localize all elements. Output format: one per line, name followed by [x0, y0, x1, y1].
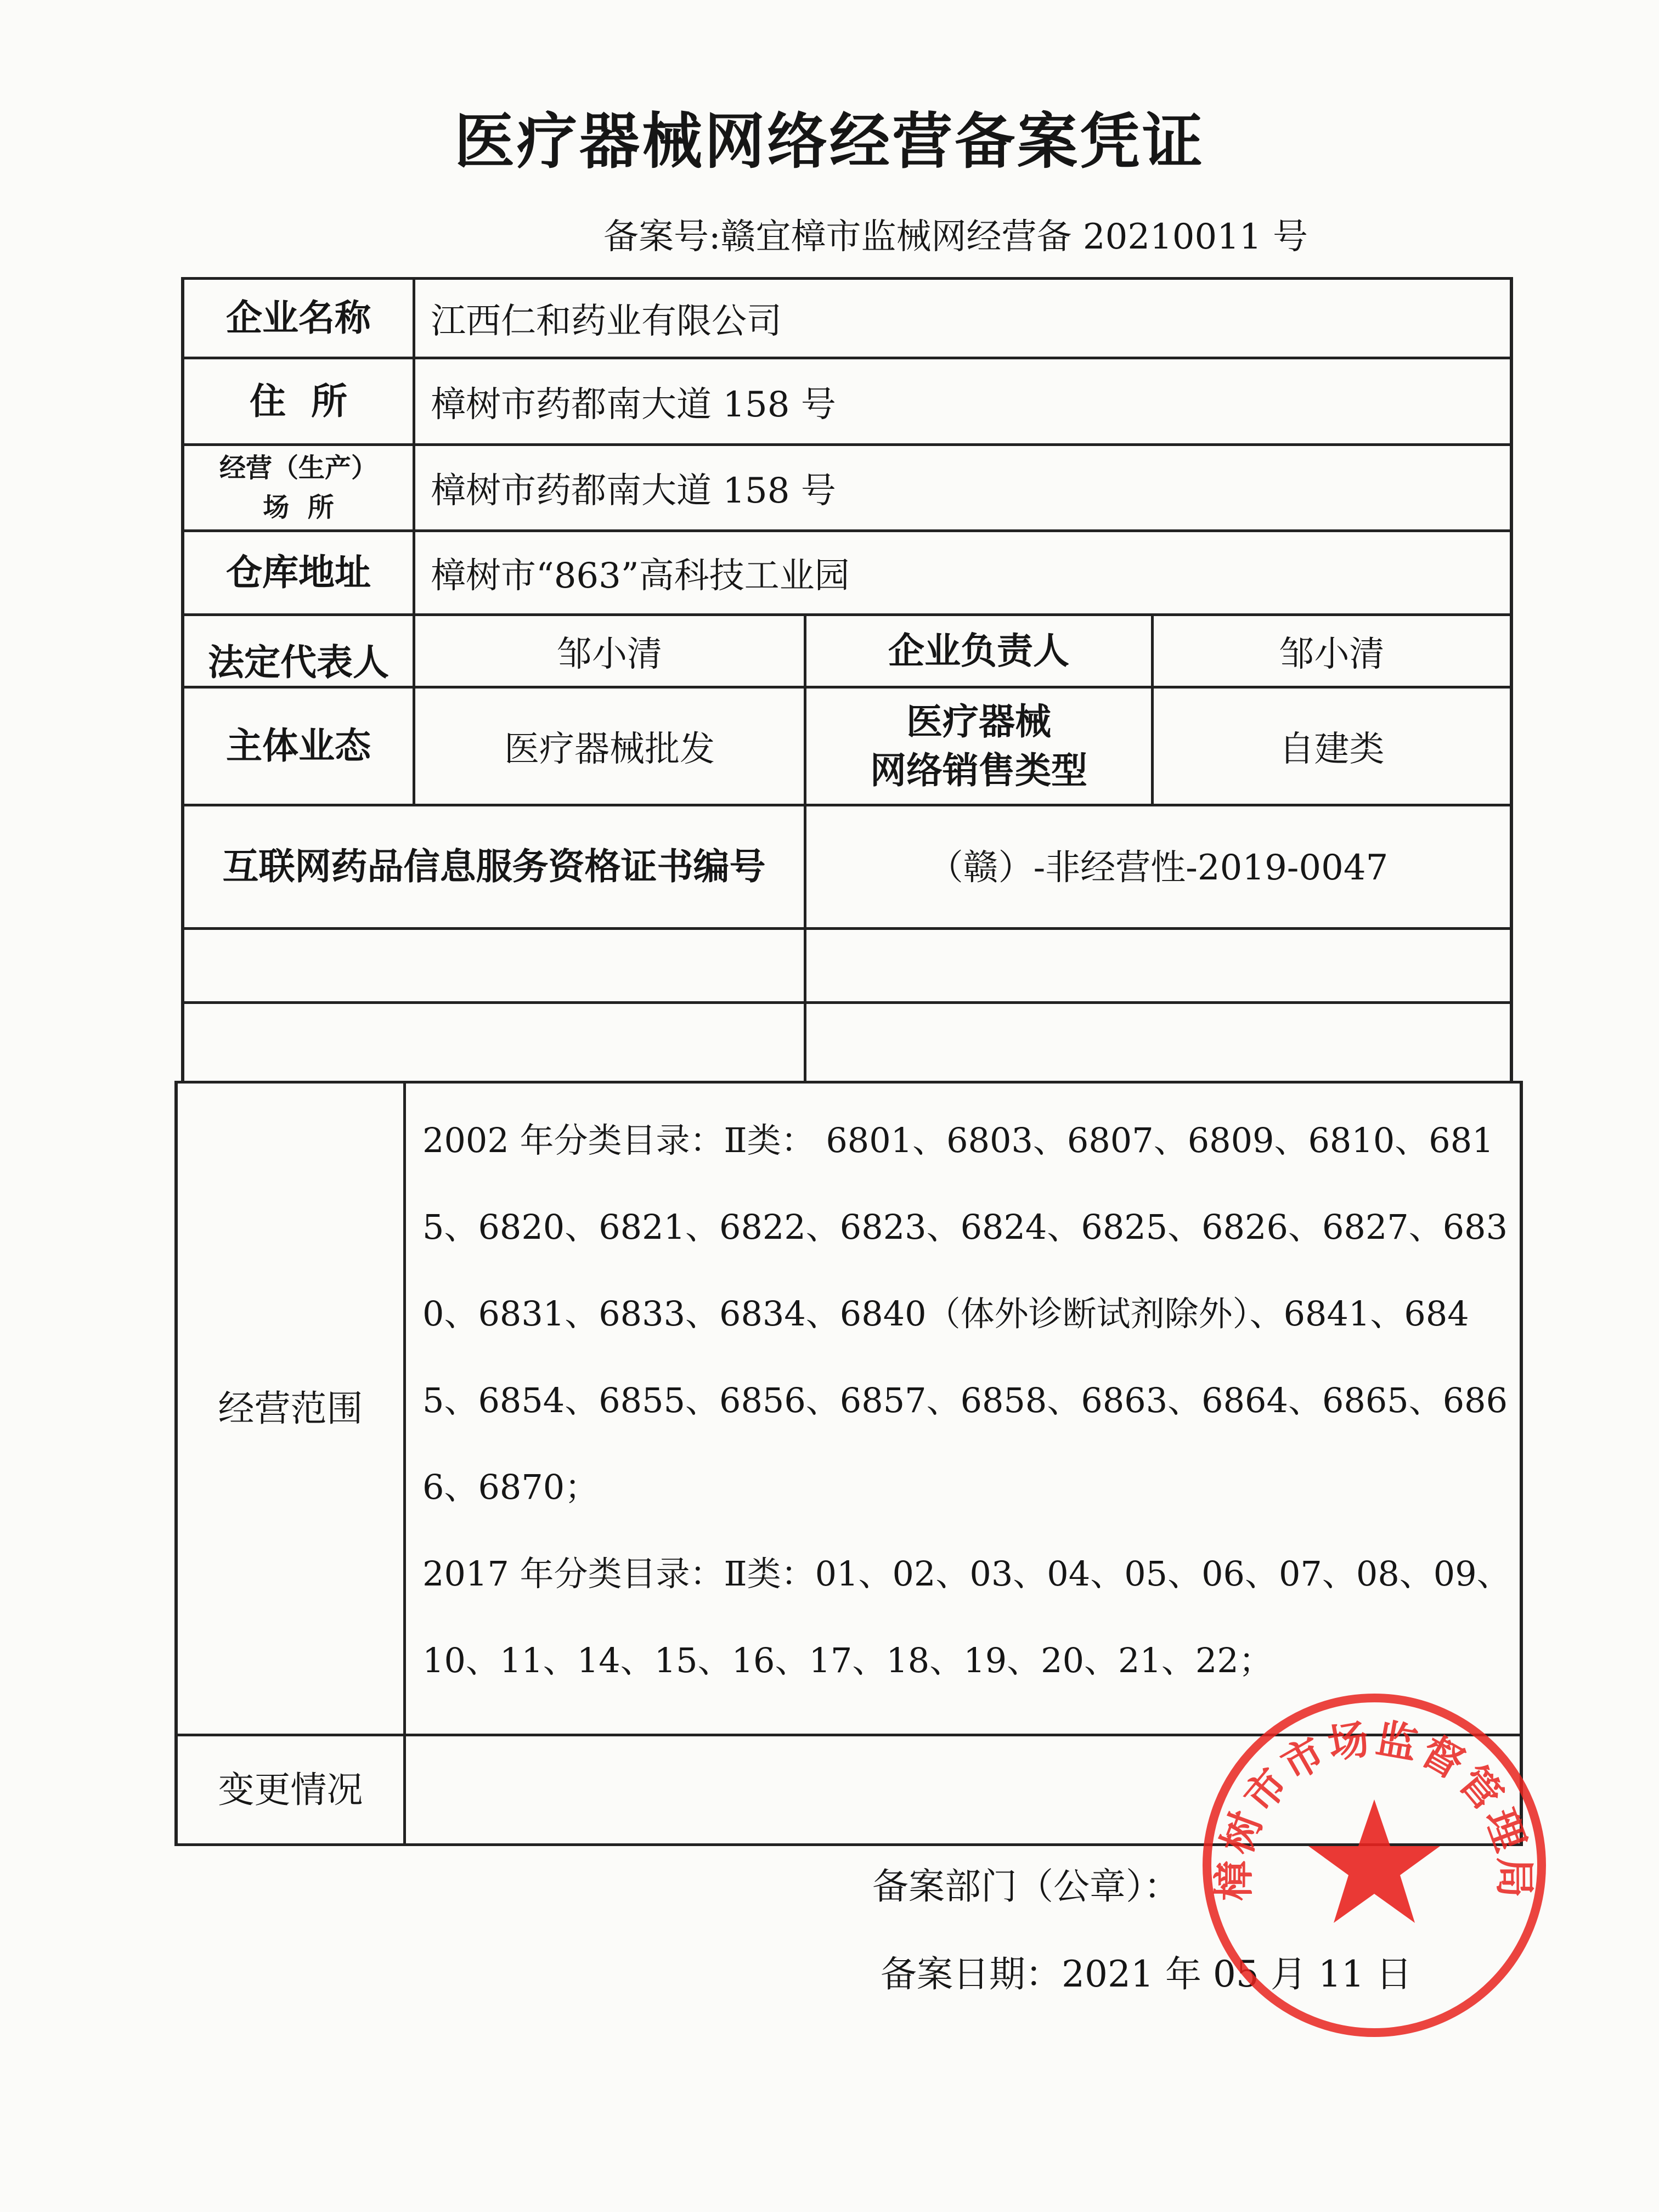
filing-date: 备案日期：2021 年 05 月 11 日 [881, 1953, 1412, 1995]
responsible-person-label: 企业负责人 [888, 629, 1069, 672]
internet-cert-value: （赣）-非经营性-2019-0047 [928, 848, 1389, 888]
legal-rep-value: 邹小清 [557, 634, 662, 675]
sales-type-label-line2: 网络销售类型 [870, 749, 1087, 792]
business-form-value: 医疗器械批发 [504, 729, 715, 770]
business-premises-label-line2: 场 所 [263, 492, 334, 523]
legal-rep-label: 法定代表人 [208, 641, 389, 684]
warehouse-value: 樟树市“863”高科技工业园 [431, 556, 850, 596]
filing-department: 备案部门（公章）： [872, 1865, 1180, 1908]
company-name-label: 企业名称 [226, 297, 371, 340]
sales-type-label-line1: 医疗器械 [906, 700, 1051, 743]
business-premises-label [184, 446, 413, 529]
star-icon [1308, 1799, 1440, 1923]
business-form-label: 主体业态 [226, 725, 371, 768]
sales-type-value: 自建类 [1279, 729, 1385, 770]
scope-2002-text: 2002 年分类目录：Ⅱ类： 6801、6803、6807、6809、6810、6815、6820、6821、6822、6823、6824、6825、6826、6827、6830、6831、6833、6834、6840（体外诊断试剂除外）、6841、6845、6854、6855、6856、6857、6858、6863、6864、6865、6866、6870； [422, 1120, 1508, 1507]
internet-cert-label: 互联网药品信息服务资格证书编号 [222, 845, 766, 888]
residence-value: 樟树市药都南大道 158 号 [431, 384, 836, 425]
business-premises-label-line1: 经营（生产） [219, 453, 377, 483]
business-premises-value: 樟树市药都南大道 158 号 [431, 471, 836, 511]
document-title: 医疗器械网络经营备案凭证 [454, 106, 1205, 177]
warehouse-label: 仓库地址 [226, 551, 371, 594]
changes-label: 变更情况 [218, 1768, 363, 1811]
record-number: 备案号:赣宜樟市监械网经营备 20210011 号 [603, 217, 1308, 257]
residence-label: 住 所 [250, 380, 347, 422]
official-seal [1199, 1690, 1550, 2041]
scope-label: 经营范围 [218, 1387, 363, 1430]
scope-2017-text: 2017 年分类目录：Ⅱ类：01、02、03、04、05、06、07、08、09、10、11、14、15、16、17、18、19、20、21、22； [422, 1554, 1511, 1680]
seal-text: 樟树市市场监督管理局 [1210, 1714, 1538, 1901]
scope-text [422, 1097, 1520, 1704]
responsible-person-value: 邹小清 [1279, 634, 1385, 675]
company-name-value: 江西仁和药业有限公司 [431, 301, 782, 342]
sales-type-label [806, 689, 1151, 804]
